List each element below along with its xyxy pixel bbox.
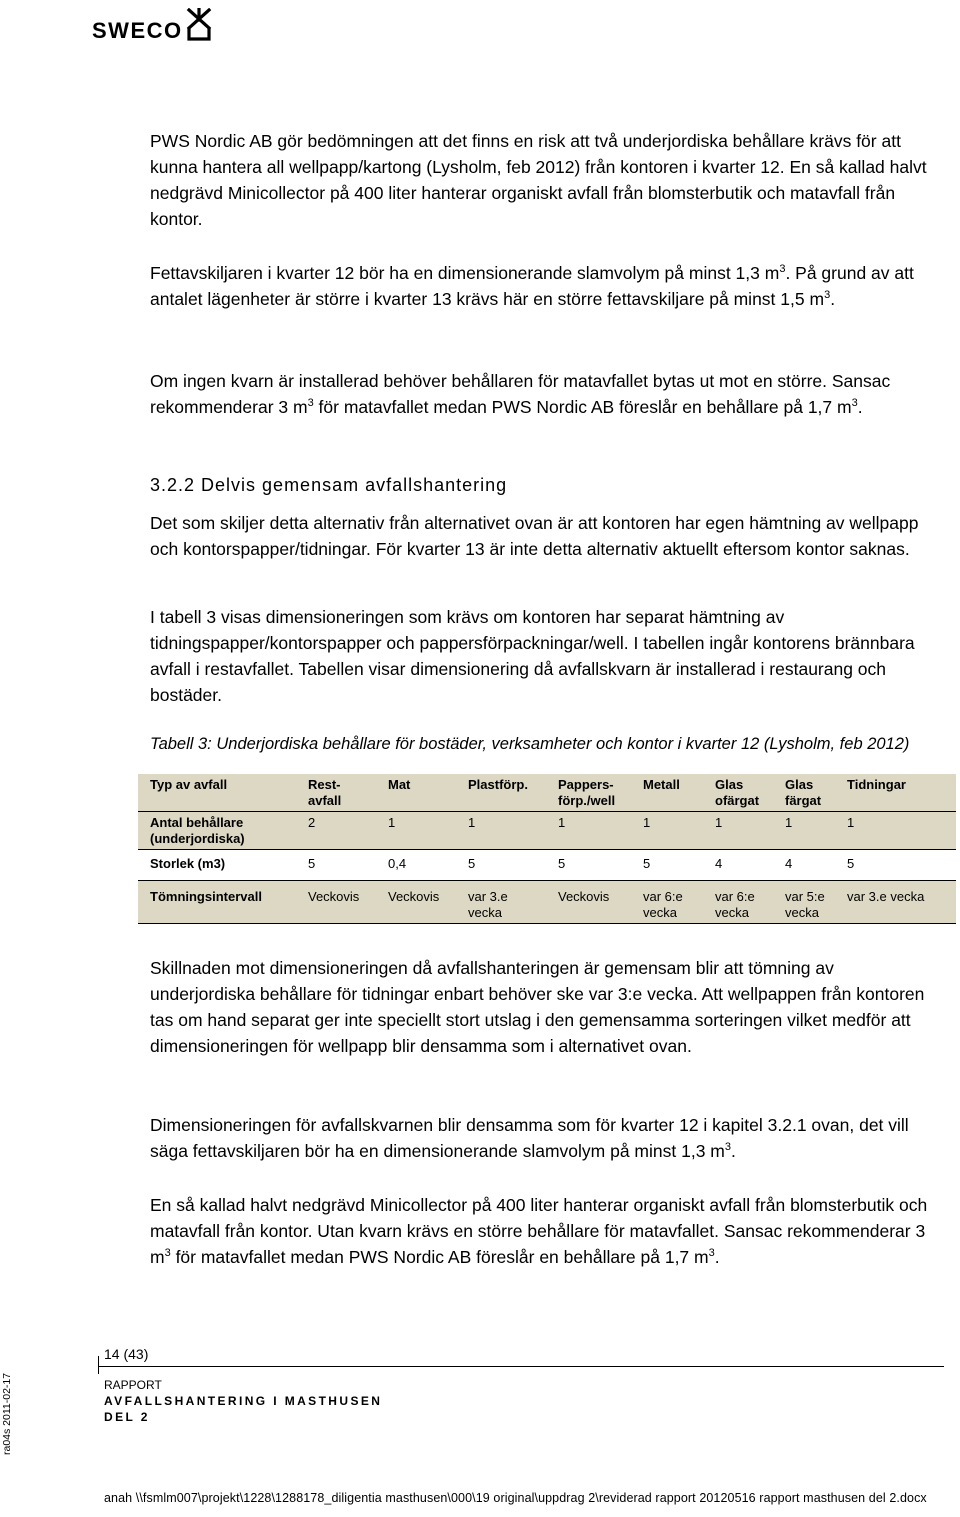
sweco-star-icon [185,8,213,42]
table-cell: 5 [456,850,546,881]
paragraph-3 [150,368,942,420]
table-header-cell: Mat [376,774,456,812]
table-cell: 1 [773,812,835,850]
footer-divider [98,1366,944,1367]
document-title: AVFALLSHANTERING I MASTHUSEN [104,1394,383,1408]
file-path: anah \\fsmlm007\projekt\1228\1288178_diligentia masthusen\000\19 original\uppdrag 2\reviderad rapport 20120516 rapport masthusen del 2.docx [104,1491,927,1505]
table-cell: 5 [296,850,376,881]
table-cell: 0,4 [376,850,456,881]
table-cell: var 5:e vecka [773,881,835,924]
table-cell: 1 [456,812,546,850]
table-cell: Veckovis [296,881,376,924]
paragraph-2 [150,260,942,312]
table-row [138,812,956,850]
side-template-code: ra04s 2011-02-17 [1,1372,13,1455]
paragraph-text: Om ingen kvarn är installerad behöver behållaren för matavfallet bytas ut mot en större. Sansac rekommenderar 3 $m^3$ för matavfallet medan PWS Nordic AB föreslår en behållare på 1,7 $m^3$. [150,371,891,417]
table-cell: 5 [631,850,703,881]
table-cell: 5 [546,850,631,881]
paragraph-text: En så kallad halvt nedgrävd Minicollector på 400 liter hanterar organiskt avfall från blomsterbutik och matavfall från kontor. Utan kvarn krävs en större behållare för matavfallet. Sansac rekommenderar 3 $m^3$ för matavfallet medan PWS Nordic AB föreslår en behållare på 1,7 $m^3$. [150,1195,928,1267]
table-header-cell: Rest-avfall [296,774,376,812]
document-subtitle: DEL 2 [104,1410,150,1424]
table-cell: 1 [703,812,773,850]
table-row [138,881,956,924]
paragraph-6 [150,955,942,1059]
table-header-cell: Glas ofärgat [703,774,773,812]
paragraph-7 [150,1112,942,1164]
table-header-cell: Typ av avfall [138,774,296,812]
page-number: 14 (43) [104,1346,149,1362]
paragraph-8 [150,1192,942,1270]
document-type: RAPPORT [104,1378,162,1392]
logo-text: SWECO [92,18,183,43]
paragraph-5 [150,604,942,708]
table-cell: var 6:e vecka [631,881,703,924]
paragraph-text: Fettavskiljaren i kvarter 12 bör ha en dimensionerande slamvolym på minst 1,3 $m^3$. På grund av att antalet lägenheter är större i kvarter 13 krävs här en större fettavskiljare på minst 1,5 $m^3$. [150,263,914,309]
table-row-label: Antal behållare (underjordiska) [138,812,296,850]
table-cell: var 6:e vecka [703,881,773,924]
footer-document-info [104,1377,382,1425]
table-header-cell: Tidningar [835,774,956,812]
table-cell: Veckovis [546,881,631,924]
paragraph-text: Skillnaden mot dimensioneringen då avfallshanteringen är gemensam blir att tömning av underjordiska behållare för tidningar enbart behöver ske var 3:e vecka. Att wellpappen från kontoren tas om hand separat ger inte speciellt stort utslag i den gemensamma sorteringen vilket medför att dimensioneringen för wellpapp blir densamma som i alternativet ovan. [150,958,925,1056]
table-cell: 1 [631,812,703,850]
table-row-label: Tömningsintervall [138,881,296,924]
table-cell: 1 [546,812,631,850]
sweco-logo [92,6,213,42]
table-header-row [138,774,956,812]
table-cell: 1 [376,812,456,850]
paragraph-text: Det som skiljer detta alternativ från alternativet ovan är att kontoren har egen hämtning av wellpapp och kontorspapper/tidningar. För kvarter 13 är inte detta alternativ aktuellt eftersom kontor saknas. [150,513,919,559]
table-cell: 2 [296,812,376,850]
table-cell: 1 [835,812,956,850]
section-heading: 3.2.2 Delvis gemensam avfallshantering [150,475,508,495]
paragraph-text: PWS Nordic AB gör bedömningen att det finns en risk att två underjordiska behållare krävs för att kunna hantera all wellpapp/kartong (Lysholm, feb 2012) från kontoren i kvarter 12. En så kallad halvt nedgrävd Minicollector på 400 liter hanterar organiskt avfall från blomsterbutik och matavfall från kontor. [150,131,927,229]
table-cell: var 3.e vecka [835,881,956,924]
table-header-cell: Pappers-förp./well [546,774,631,812]
table-header-cell: Metall [631,774,703,812]
footer-divider-tick [98,1356,99,1374]
table-header-cell: Plastförp. [456,774,546,812]
paragraph-text: Dimensioneringen för avfallskvarnen blir densamma som för kvarter 12 i kapitel 3.2.1 ovan, det vill säga fettavskiljaren bör ha en dimensionerande slamvolym på minst 1,3 $m^3$. [150,1115,909,1161]
table-cell: var 3.e vecka [456,881,546,924]
paragraph-4 [150,510,942,562]
table-row [138,850,956,881]
table-header-cell: Glas färgat [773,774,835,812]
table-caption: Tabell 3: Underjordiska behållare för bostäder, verksamheter och kontor i kvarter 12 (Lysholm, feb 2012) [150,735,910,753]
paragraph-text: I tabell 3 visas dimensioneringen som krävs om kontoren har separat hämtning av tidningspapper/kontorspapper och pappersförpackningar/well. I tabellen ingår kontorens brännbara avfall i restavfallet. Tabellen visar dimensionering då avfallskvarn är installerad i restaurang och bostäder. [150,607,915,705]
table-cell: 4 [703,850,773,881]
dimension-table [138,774,956,924]
table-row-label: Storlek (m3) [138,850,296,881]
table-cell: 5 [835,850,956,881]
table-cell: 4 [773,850,835,881]
paragraph-1 [150,128,942,232]
table-cell: Veckovis [376,881,456,924]
